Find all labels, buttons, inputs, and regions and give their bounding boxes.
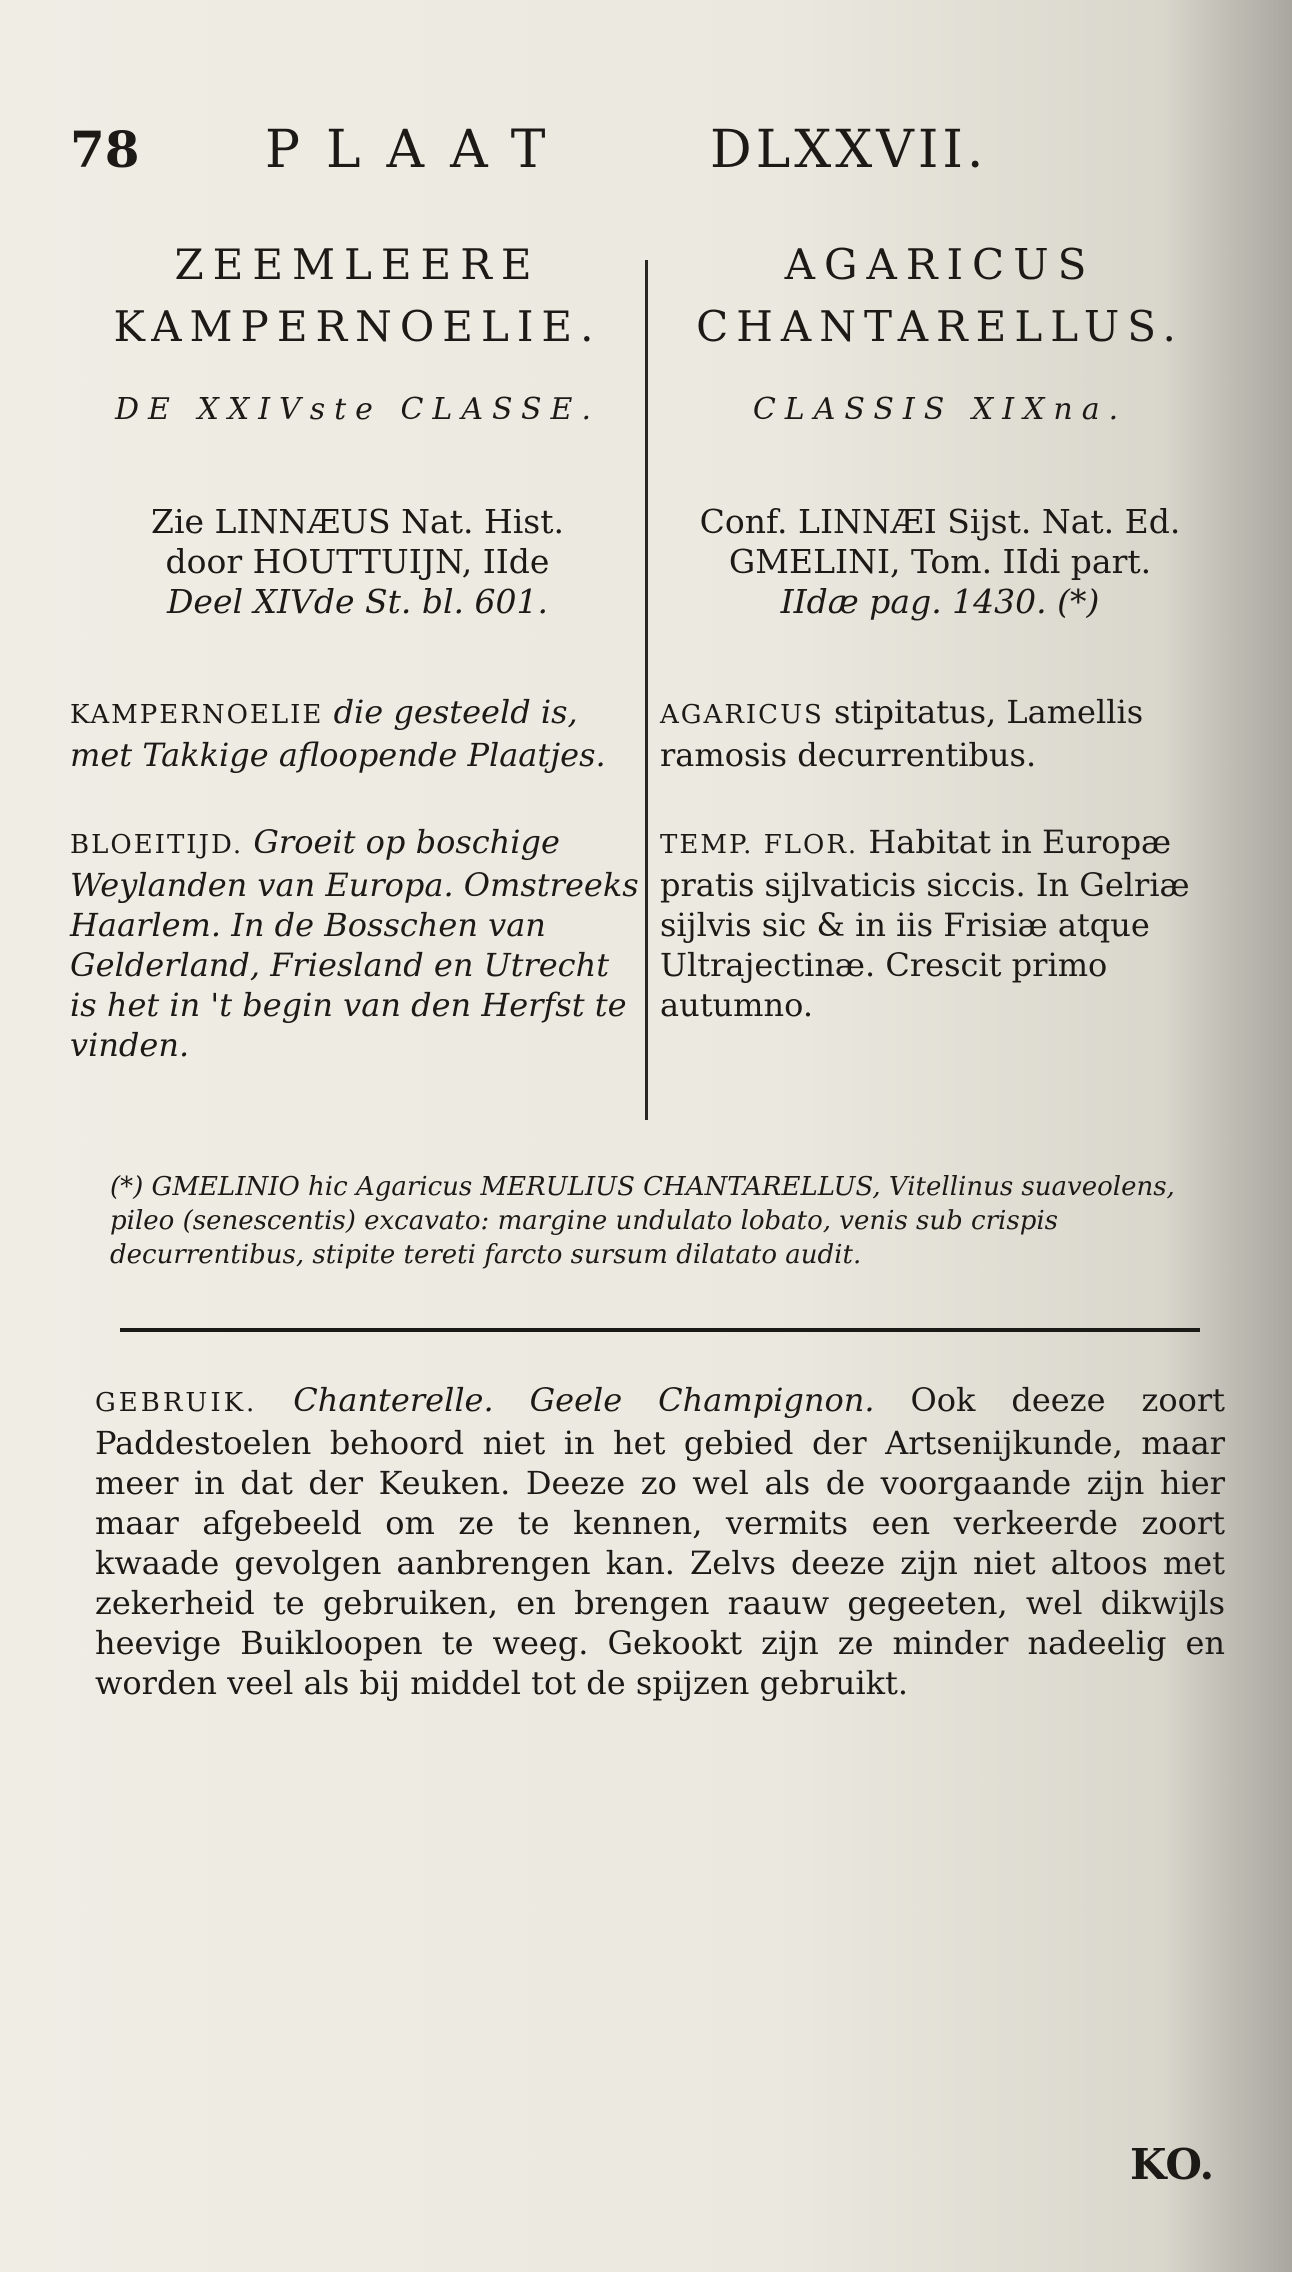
- latin-class-line: CLASSIS XIXna.: [752, 392, 1128, 427]
- dutch-reference: [70, 502, 645, 692]
- dutch-reference-line-3: Deel XIVde St. bl. 601.: [166, 582, 549, 621]
- dutch-title-line-2: KAMPERNOELIE.: [113, 302, 602, 351]
- latin-flowering: [660, 822, 1220, 1025]
- dutch-description: [70, 692, 645, 822]
- page-number: 78: [70, 120, 140, 179]
- latin-title-line-1: AGARICUS: [784, 240, 1096, 289]
- usage-label: GEBRUIK.: [95, 1388, 258, 1418]
- footnote: (*) GMELINIO hic Agaricus MERULIUS CHANTARELLUS, Vitellinus suaveolens, pileo (senescentis) excavato: margine undulato lobato, venis sub crispis decurrentibus, stipite tereti farcto sursum dilatato audit.: [110, 1172, 1175, 1270]
- usage-common-names: Chanterelle. Geele Champignon.: [293, 1381, 875, 1419]
- latin-flowering-label: TEMP. FLOR.: [660, 830, 859, 860]
- dutch-flowering-label: BLOEITIJD.: [70, 830, 244, 860]
- dutch-title-line-1: ZEEMLEERE: [174, 240, 541, 289]
- dutch-description-text: die gesteeld is, met Takkige afloopende Plaatjes.: [70, 693, 606, 774]
- latin-reference: [660, 502, 1220, 692]
- plate-number: DLXXVII.: [710, 120, 988, 180]
- latin-description: [660, 692, 1220, 822]
- latin-reference-line-2: GMELINI, Tom. IIdi part.: [728, 542, 1152, 581]
- latin-column: [660, 240, 1220, 1025]
- dutch-reference-line-1: Zie LINNÆUS Nat. Hist.: [151, 502, 564, 541]
- catchword: KO.: [1130, 2140, 1215, 2189]
- latin-flowering-text: Habitat in Europæ pratis sijlvaticis siccis. In Gelriæ sijlvis sic & in iis Frisiæ atque Ultrajectinæ. Crescit primo autumno.: [660, 823, 1190, 1024]
- latin-title-line-2: CHANTARELLUS.: [696, 302, 1184, 351]
- latin-reference-line-1: Conf. LINNÆI Sijst. Nat. Ed.: [699, 502, 1181, 541]
- dutch-flowering: [70, 822, 645, 1065]
- dutch-description-lead: KAMPERNOELIE: [70, 700, 324, 730]
- column-divider: [645, 260, 648, 1120]
- dutch-column: [70, 240, 645, 1065]
- horizontal-rule: [120, 1328, 1200, 1332]
- plate-label: PLAAT: [265, 120, 572, 180]
- latin-reference-line-3: IIdæ pag. 1430. (*): [780, 582, 1100, 621]
- dutch-flowering-text: Groeit op boschige Weylanden van Europa. Omstreeks Haarlem. In de Bosschen van Gelderland, Friesland en Utrecht is het in 't begin van den Herfst te vinden.: [70, 823, 639, 1064]
- latin-description-text: stipitatus, Lamellis ramosis decurrentibus.: [660, 693, 1144, 774]
- usage-paragraph: [95, 1380, 1225, 1703]
- latin-description-lead: AGARICUS: [660, 700, 824, 730]
- two-column-section: [70, 240, 1220, 1140]
- page-header: [70, 120, 1220, 190]
- usage-text: Ook deeze zoort Paddestoelen behoord niet in het gebied der Artsenijkunde, maar meer in dat der Keuken. Deeze zo wel als de voorgaande zijn hier maar afgebeeld om ze te kennen, vermits een verkeerde zoort kwaade gevolgen aanbrengen kan. Zelvs deeze zijn niet altoos met zekerheid te gebruiken, en brengen raauw gegeeten, wel dikwijls heevige Buikloopen te weeg. Gekookt zijn ze minder nadeelig en worden veel als bij middel tot de spijzen gebruikt.: [95, 1381, 1225, 1702]
- dutch-reference-line-2: door HOUTTUIJN, IIde: [165, 542, 550, 581]
- dutch-class-line: DE XXIVste CLASSE.: [114, 392, 600, 427]
